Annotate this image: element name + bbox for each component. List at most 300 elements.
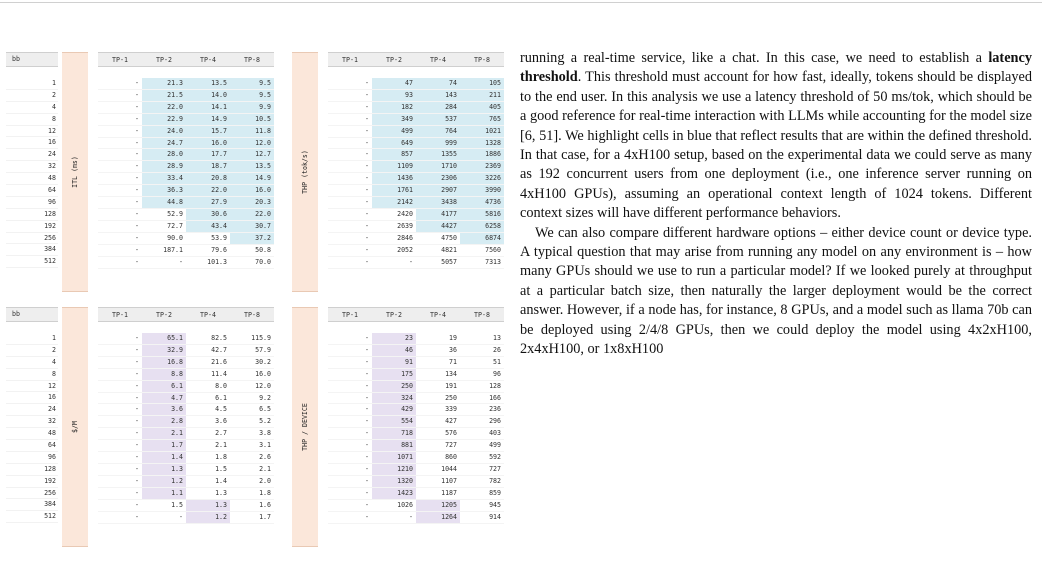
table-cell: 1.8 bbox=[230, 487, 274, 499]
table-cell: 5.2 bbox=[230, 416, 274, 428]
table-cell: 14.9 bbox=[230, 173, 274, 185]
table-cell: - bbox=[98, 380, 142, 392]
table-cell: 24.0 bbox=[142, 125, 186, 137]
body-text bbox=[520, 49, 1032, 360]
table-cell: 28.9 bbox=[142, 161, 186, 173]
table-row bbox=[328, 440, 504, 452]
table-cell: 182 bbox=[372, 101, 416, 113]
table-cell: 57.9 bbox=[230, 344, 274, 356]
table-cell: 22.9 bbox=[142, 113, 186, 125]
table-row bbox=[328, 185, 504, 197]
table-cell: - bbox=[98, 344, 142, 356]
table-cell: 16.0 bbox=[230, 185, 274, 197]
table-cell: - bbox=[98, 256, 142, 268]
table-row bbox=[328, 101, 504, 113]
table-cell: 2306 bbox=[416, 173, 460, 185]
table-cell: 284 bbox=[416, 101, 460, 113]
column-header: TP-2 bbox=[142, 53, 186, 67]
table-row bbox=[98, 463, 274, 475]
table-cell: 6.5 bbox=[230, 404, 274, 416]
table-cell: 1355 bbox=[416, 149, 460, 161]
table-cell: - bbox=[98, 220, 142, 232]
table-cell: 4750 bbox=[416, 232, 460, 244]
table-cell: 403 bbox=[460, 428, 504, 440]
table-cell: 1423 bbox=[372, 487, 416, 499]
table-row bbox=[98, 487, 274, 499]
table-cell: - bbox=[328, 113, 372, 125]
latency-threshold-term: latency threshold bbox=[520, 50, 1032, 86]
table-cell: 13.5 bbox=[186, 78, 230, 89]
table-cell: - bbox=[328, 356, 372, 368]
cost-label: $/M bbox=[71, 421, 79, 433]
column-header: TP-4 bbox=[186, 308, 230, 322]
itl-table bbox=[98, 52, 274, 269]
table-cell: 8.0 bbox=[186, 380, 230, 392]
table-cell: - bbox=[328, 487, 372, 499]
table-cell: - bbox=[328, 185, 372, 197]
column-header: TP-1 bbox=[328, 308, 372, 322]
table-cell: 4177 bbox=[416, 208, 460, 220]
table-cell: 1026 bbox=[372, 499, 416, 511]
table-cell: - bbox=[98, 499, 142, 511]
table-cell: - bbox=[98, 487, 142, 499]
table-cell: - bbox=[98, 89, 142, 101]
table-cell: 1071 bbox=[372, 452, 416, 464]
table-cell: 764 bbox=[416, 125, 460, 137]
paragraph-2: We can also compare different hardware options – either device count or device type. A typical question that may arise from running any model on any environment is – how many GPUs should we use to run a particular model? If we looked purely at throughput at a particular batch size, then naturally the larger deployment would be the correct answer. However, if a node has, for instance, 8 GPUs, and a model such as llama 70b can be deployed using 2/4/8 GPUs, then we could deploy the model using 4x2xH100, 2x4xH100, or 1x8xH100 bbox=[520, 224, 1032, 358]
column-header: TP-4 bbox=[416, 308, 460, 322]
table-cell: - bbox=[328, 428, 372, 440]
table-row bbox=[328, 487, 504, 499]
table-row bbox=[328, 404, 504, 416]
table-cell: 93 bbox=[372, 89, 416, 101]
column-header: TP-8 bbox=[230, 308, 274, 322]
table-row bbox=[328, 173, 504, 185]
table-cell: - bbox=[98, 185, 142, 197]
thp-table bbox=[328, 52, 504, 269]
table-cell: - bbox=[98, 392, 142, 404]
table-cell: 250 bbox=[372, 380, 416, 392]
table-cell: 3438 bbox=[416, 197, 460, 209]
table-row bbox=[328, 197, 504, 209]
table-cell: 1107 bbox=[416, 475, 460, 487]
bb-cell: 4 bbox=[6, 357, 58, 369]
table-cell: - bbox=[98, 333, 142, 344]
bb-cell: 24 bbox=[6, 149, 58, 161]
table-cell: 16.8 bbox=[142, 356, 186, 368]
table-cell: 1187 bbox=[416, 487, 460, 499]
table-cell: 2052 bbox=[372, 244, 416, 256]
bb-cell: 16 bbox=[6, 137, 58, 149]
table-cell: 11.8 bbox=[230, 125, 274, 137]
table-cell: - bbox=[328, 137, 372, 149]
table-cell: - bbox=[328, 440, 372, 452]
table-row bbox=[98, 232, 274, 244]
table-row bbox=[98, 125, 274, 137]
table-cell: - bbox=[98, 440, 142, 452]
table-cell: - bbox=[328, 392, 372, 404]
table-cell: 236 bbox=[460, 404, 504, 416]
bb-column-bottom bbox=[6, 307, 58, 523]
bb-cell: 96 bbox=[6, 452, 58, 464]
table-cell: 19 bbox=[416, 333, 460, 344]
bb-cell: 256 bbox=[6, 488, 58, 500]
paragraph-1-end: . This threshold must account for how fast, ideally, tokens should be displayed to the end user. In this analysis we use a latency threshold of 50 ms/tok, which should be a good reference for real-time interaction with LLMs while accounting for the model size [6, 51]. We highlight cells in blue that reflect results that are within the defined threshold. In that case, for a 4xH100 setup, based on the experimental data we could serve as many as 192 concurrent users from one deployment (i.e., one inference server running on 4xH100 GPUs), assuming an operational context length of 1024 tokens. Different context sizes will have different performance behaviors. bbox=[520, 69, 1032, 222]
table-row bbox=[328, 244, 504, 256]
table-cell: 1264 bbox=[416, 511, 460, 523]
column-header: TP-8 bbox=[460, 53, 504, 67]
table-cell: - bbox=[328, 452, 372, 464]
table-row bbox=[98, 173, 274, 185]
thp-device-table bbox=[328, 307, 504, 524]
table-cell: 44.8 bbox=[142, 197, 186, 209]
table-cell: 11.4 bbox=[186, 368, 230, 380]
table-cell: 2142 bbox=[372, 197, 416, 209]
table-row bbox=[98, 161, 274, 173]
table-row bbox=[98, 511, 274, 523]
table-cell: 187.1 bbox=[142, 244, 186, 256]
table-cell: - bbox=[328, 511, 372, 523]
table-cell: 33.4 bbox=[142, 173, 186, 185]
table-cell: 12.0 bbox=[230, 380, 274, 392]
table-cell: 765 bbox=[460, 113, 504, 125]
bb-cell: 384 bbox=[6, 244, 58, 256]
table-cell: - bbox=[328, 256, 372, 268]
table-cell: 52.9 bbox=[142, 208, 186, 220]
table-cell: 22.0 bbox=[230, 208, 274, 220]
table-row bbox=[98, 197, 274, 209]
table-cell: 30.7 bbox=[230, 220, 274, 232]
table-cell: 1.8 bbox=[186, 452, 230, 464]
table-cell: - bbox=[328, 125, 372, 137]
table-cell: - bbox=[328, 475, 372, 487]
table-cell: - bbox=[372, 511, 416, 523]
table-cell: 32.9 bbox=[142, 344, 186, 356]
table-cell: 9.9 bbox=[230, 101, 274, 113]
table-cell: - bbox=[98, 125, 142, 137]
table-cell: 554 bbox=[372, 416, 416, 428]
table-cell: - bbox=[142, 256, 186, 268]
table-cell: 1.2 bbox=[142, 475, 186, 487]
table-cell: 24.7 bbox=[142, 137, 186, 149]
table-cell: 1210 bbox=[372, 463, 416, 475]
table-cell: 3226 bbox=[460, 173, 504, 185]
table-cell: 1.3 bbox=[142, 463, 186, 475]
table-row bbox=[98, 440, 274, 452]
table-cell: 1.1 bbox=[142, 487, 186, 499]
thp-device-label: THP / DEVICE bbox=[301, 403, 309, 451]
table-row bbox=[98, 499, 274, 511]
table-cell: 14.0 bbox=[186, 89, 230, 101]
table-row bbox=[328, 452, 504, 464]
table-cell: 1761 bbox=[372, 185, 416, 197]
table-cell: 105 bbox=[460, 78, 504, 89]
table-cell: 30.2 bbox=[230, 356, 274, 368]
table-cell: - bbox=[98, 232, 142, 244]
bb-cell: 12 bbox=[6, 126, 58, 138]
table-cell: 782 bbox=[460, 475, 504, 487]
table-cell: - bbox=[328, 368, 372, 380]
table-row bbox=[98, 475, 274, 487]
table-cell: 3990 bbox=[460, 185, 504, 197]
table-cell: 26 bbox=[460, 344, 504, 356]
table-row bbox=[328, 208, 504, 220]
table-cell: 2846 bbox=[372, 232, 416, 244]
table-row bbox=[98, 78, 274, 89]
table-row bbox=[328, 392, 504, 404]
table-cell: 10.5 bbox=[230, 113, 274, 125]
cost-label-band bbox=[62, 307, 88, 547]
table-cell: 592 bbox=[460, 452, 504, 464]
bb-cell: 48 bbox=[6, 173, 58, 185]
table-cell: 15.7 bbox=[186, 125, 230, 137]
table-row bbox=[98, 404, 274, 416]
table-cell: - bbox=[328, 220, 372, 232]
table-cell: - bbox=[98, 428, 142, 440]
table-cell: 21.6 bbox=[186, 356, 230, 368]
bb-cell: 8 bbox=[6, 114, 58, 126]
table-row bbox=[328, 78, 504, 89]
table-row bbox=[98, 185, 274, 197]
bb-cell: 1 bbox=[6, 333, 58, 345]
table-cell: - bbox=[142, 511, 186, 523]
table-cell: 22.0 bbox=[186, 185, 230, 197]
table-cell: 499 bbox=[372, 125, 416, 137]
table-cell: 349 bbox=[372, 113, 416, 125]
table-cell: 43.4 bbox=[186, 220, 230, 232]
table-cell: 21.3 bbox=[142, 78, 186, 89]
table-cell: 405 bbox=[460, 101, 504, 113]
bb-cell: 512 bbox=[6, 256, 58, 268]
table-cell: 3.6 bbox=[186, 416, 230, 428]
table-cell: 1044 bbox=[416, 463, 460, 475]
table-cell: 296 bbox=[460, 416, 504, 428]
table-cell: - bbox=[328, 416, 372, 428]
table-cell: 143 bbox=[416, 89, 460, 101]
bb-cell: 128 bbox=[6, 209, 58, 221]
table-cell: 23 bbox=[372, 333, 416, 344]
bb-header: bb bbox=[6, 52, 58, 67]
table-cell: 9.5 bbox=[230, 89, 274, 101]
top-rule bbox=[0, 2, 1042, 3]
table-cell: 42.7 bbox=[186, 344, 230, 356]
bb-cell: 8 bbox=[6, 369, 58, 381]
table-cell: 2.1 bbox=[230, 463, 274, 475]
table-row bbox=[98, 380, 274, 392]
table-cell: 2369 bbox=[460, 161, 504, 173]
table-cell: 1328 bbox=[460, 137, 504, 149]
table-row bbox=[328, 89, 504, 101]
table-cell: 999 bbox=[416, 137, 460, 149]
table-row bbox=[98, 244, 274, 256]
bb-cell: 4 bbox=[6, 102, 58, 114]
column-header: TP-2 bbox=[372, 308, 416, 322]
table-cell: 727 bbox=[416, 440, 460, 452]
table-cell: 6.1 bbox=[186, 392, 230, 404]
table-cell: 16.0 bbox=[186, 137, 230, 149]
table-cell: 427 bbox=[416, 416, 460, 428]
table-cell: 96 bbox=[460, 368, 504, 380]
table-row bbox=[98, 392, 274, 404]
table-cell: 649 bbox=[372, 137, 416, 149]
bb-cell: 2 bbox=[6, 345, 58, 357]
table-cell: 36.3 bbox=[142, 185, 186, 197]
table-cell: - bbox=[98, 463, 142, 475]
table-cell: 17.7 bbox=[186, 149, 230, 161]
table-row bbox=[328, 256, 504, 268]
table-cell: - bbox=[328, 173, 372, 185]
bb-cell: 384 bbox=[6, 499, 58, 511]
bb-column-top bbox=[6, 52, 58, 268]
table-row bbox=[98, 113, 274, 125]
bb-header: bb bbox=[6, 307, 58, 322]
table-cell: 727 bbox=[460, 463, 504, 475]
table-cell: 36 bbox=[416, 344, 460, 356]
cost-table bbox=[98, 307, 274, 524]
table-cell: 1.5 bbox=[142, 499, 186, 511]
table-row bbox=[328, 356, 504, 368]
table-cell: 134 bbox=[416, 368, 460, 380]
paragraph-1-start: running a real-time service, like a chat. In this case, we need to establish a bbox=[520, 50, 989, 66]
table-row bbox=[328, 125, 504, 137]
table-row bbox=[98, 256, 274, 268]
table-cell: 14.9 bbox=[186, 113, 230, 125]
bb-cell: 96 bbox=[6, 197, 58, 209]
table-cell: 1205 bbox=[416, 499, 460, 511]
table-cell: 28.0 bbox=[142, 149, 186, 161]
table-cell: 50.8 bbox=[230, 244, 274, 256]
table-cell: - bbox=[98, 161, 142, 173]
table-cell: 53.9 bbox=[186, 232, 230, 244]
table-cell: 14.1 bbox=[186, 101, 230, 113]
table-cell: 860 bbox=[416, 452, 460, 464]
bb-cell: 512 bbox=[6, 511, 58, 523]
table-cell: 12.7 bbox=[230, 149, 274, 161]
table-cell: 166 bbox=[460, 392, 504, 404]
bb-cell: 24 bbox=[6, 404, 58, 416]
table-row bbox=[98, 344, 274, 356]
table-row bbox=[328, 137, 504, 149]
table-cell: 90.0 bbox=[142, 232, 186, 244]
table-cell: 12.0 bbox=[230, 137, 274, 149]
table-cell: - bbox=[98, 511, 142, 523]
table-cell: 3.1 bbox=[230, 440, 274, 452]
column-header: TP-2 bbox=[142, 308, 186, 322]
table-cell: - bbox=[98, 197, 142, 209]
table-cell: 27.9 bbox=[186, 197, 230, 209]
table-cell: - bbox=[98, 78, 142, 89]
table-cell: 71 bbox=[416, 356, 460, 368]
table-row bbox=[328, 344, 504, 356]
table-cell: 8.8 bbox=[142, 368, 186, 380]
thp-label: THP (tok/s) bbox=[301, 150, 309, 194]
table-row bbox=[98, 220, 274, 232]
table-cell: 1.5 bbox=[186, 463, 230, 475]
itl-label: ITL (ms) bbox=[71, 156, 79, 188]
table-cell: - bbox=[328, 101, 372, 113]
table-row bbox=[328, 499, 504, 511]
table-cell: 1.7 bbox=[230, 511, 274, 523]
table-row bbox=[328, 511, 504, 523]
thp-label-band bbox=[292, 52, 318, 292]
table-cell: 30.6 bbox=[186, 208, 230, 220]
table-row bbox=[328, 149, 504, 161]
table-cell: 79.6 bbox=[186, 244, 230, 256]
bb-cell: 48 bbox=[6, 428, 58, 440]
table-cell: - bbox=[328, 344, 372, 356]
table-cell: 1320 bbox=[372, 475, 416, 487]
table-row bbox=[98, 101, 274, 113]
table-cell: - bbox=[328, 89, 372, 101]
table-cell: - bbox=[98, 149, 142, 161]
table-cell: 914 bbox=[460, 511, 504, 523]
table-cell: 2420 bbox=[372, 208, 416, 220]
table-cell: 51 bbox=[460, 356, 504, 368]
table-row bbox=[328, 475, 504, 487]
table-cell: - bbox=[98, 452, 142, 464]
bb-cell: 32 bbox=[6, 161, 58, 173]
table-cell: 211 bbox=[460, 89, 504, 101]
table-cell: - bbox=[328, 161, 372, 173]
table-cell: 1.7 bbox=[142, 440, 186, 452]
table-cell: 74 bbox=[416, 78, 460, 89]
table-cell: 20.8 bbox=[186, 173, 230, 185]
table-cell: - bbox=[328, 78, 372, 89]
table-cell: 46 bbox=[372, 344, 416, 356]
table-cell: 3.8 bbox=[230, 428, 274, 440]
column-header: TP-1 bbox=[328, 53, 372, 67]
column-header: TP-8 bbox=[230, 53, 274, 67]
table-cell: - bbox=[98, 368, 142, 380]
table-cell: - bbox=[328, 333, 372, 344]
table-row bbox=[328, 113, 504, 125]
table-cell: 250 bbox=[416, 392, 460, 404]
table-cell: 1886 bbox=[460, 149, 504, 161]
table-row bbox=[328, 333, 504, 344]
table-cell: - bbox=[98, 416, 142, 428]
table-row bbox=[328, 463, 504, 475]
table-cell: 576 bbox=[416, 428, 460, 440]
table-row bbox=[328, 161, 504, 173]
table-row bbox=[328, 368, 504, 380]
table-cell: - bbox=[98, 475, 142, 487]
table-cell: 945 bbox=[460, 499, 504, 511]
bb-cell: 16 bbox=[6, 392, 58, 404]
table-cell: - bbox=[328, 197, 372, 209]
table-cell: 3.6 bbox=[142, 404, 186, 416]
table-cell: 4.5 bbox=[186, 404, 230, 416]
table-cell: 4736 bbox=[460, 197, 504, 209]
table-cell: 1.4 bbox=[142, 452, 186, 464]
bb-cell: 1 bbox=[6, 78, 58, 90]
table-row bbox=[328, 428, 504, 440]
table-cell: 324 bbox=[372, 392, 416, 404]
table-cell: 115.9 bbox=[230, 333, 274, 344]
bb-cell: 64 bbox=[6, 440, 58, 452]
table-cell: - bbox=[328, 208, 372, 220]
table-cell: - bbox=[98, 208, 142, 220]
bb-cell: 32 bbox=[6, 416, 58, 428]
bb-cell: 128 bbox=[6, 464, 58, 476]
table-cell: 5057 bbox=[416, 256, 460, 268]
table-cell: 2.8 bbox=[142, 416, 186, 428]
table-cell: 91 bbox=[372, 356, 416, 368]
table-row bbox=[328, 220, 504, 232]
table-cell: - bbox=[328, 404, 372, 416]
bb-cell: 12 bbox=[6, 381, 58, 393]
column-header: TP-2 bbox=[372, 53, 416, 67]
table-cell: 718 bbox=[372, 428, 416, 440]
